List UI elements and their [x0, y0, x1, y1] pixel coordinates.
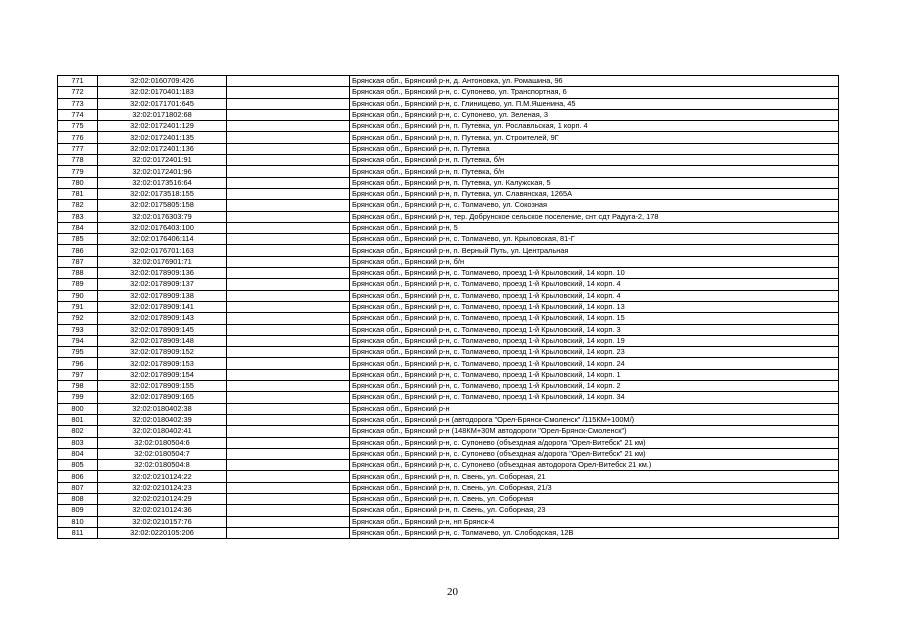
- cadastral-number-cell: 32:02:0178909:138: [98, 290, 227, 301]
- table-row: [58, 448, 839, 459]
- row-number-cell: 802: [58, 426, 98, 437]
- cadastral-number-cell: 32:02:0172401:136: [98, 143, 227, 154]
- address-cell: Брянская обл., Брянский р-н, с. Толмачево, ул. Крыловская, 81-Г: [350, 234, 839, 245]
- empty-cell: [227, 414, 350, 425]
- empty-cell: [227, 290, 350, 301]
- empty-cell: [227, 177, 350, 188]
- cadastral-number-cell: 32:02:0178909:153: [98, 358, 227, 369]
- cadastral-number-cell: 32:02:0173516:64: [98, 177, 227, 188]
- empty-cell: [227, 482, 350, 493]
- row-number-cell: 774: [58, 109, 98, 120]
- address-cell: Брянская обл., Брянский р-н, п. Путевка, б/н: [350, 155, 839, 166]
- cadastral-number-cell: 32:02:0180402:38: [98, 403, 227, 414]
- row-number-cell: 794: [58, 335, 98, 346]
- address-cell: Брянская обл., Брянский р-н, с. Толмачево, проезд 1-й Крыловский, 14 корп. 4: [350, 279, 839, 290]
- table-row: [58, 392, 839, 403]
- table-row: [58, 166, 839, 177]
- address-cell: Брянская обл., Брянский р-н, с. Толмачево, проезд 1-й Крыловский, 14 корп. 13: [350, 301, 839, 312]
- address-cell: Брянская обл., Брянский р-н, с. Толмачево, ул. Слободская, 12В: [350, 527, 839, 538]
- table-row: [58, 358, 839, 369]
- table-row: [58, 369, 839, 380]
- row-number-cell: 798: [58, 381, 98, 392]
- table-row: [58, 471, 839, 482]
- empty-cell: [227, 155, 350, 166]
- table-row: [58, 245, 839, 256]
- empty-cell: [227, 109, 350, 120]
- cadastral-number-cell: 32:02:0178909:148: [98, 335, 227, 346]
- cadastral-number-cell: 32:02:0210124:36: [98, 505, 227, 516]
- cadastral-number-cell: 32:02:0178909:143: [98, 313, 227, 324]
- cadastral-number-cell: 32:02:0180402:39: [98, 414, 227, 425]
- empty-cell: [227, 87, 350, 98]
- row-number-cell: 781: [58, 188, 98, 199]
- cadastral-number-cell: 32:02:0176406:114: [98, 234, 227, 245]
- cadastral-number-cell: 32:02:0173518:155: [98, 188, 227, 199]
- table-row: [58, 290, 839, 301]
- empty-cell: [227, 381, 350, 392]
- address-cell: Брянская обл., Брянский р-н, с. Супонево (объездная а/дорога "Орел-Витебск" 21 км): [350, 448, 839, 459]
- empty-cell: [227, 279, 350, 290]
- table-row: [58, 527, 839, 538]
- address-cell: Брянская обл., Брянский р-н, п. Свень, ул. Соборная: [350, 493, 839, 504]
- table-row: [58, 324, 839, 335]
- cadastral-number-cell: 32:02:0210124:29: [98, 493, 227, 504]
- address-cell: Брянская обл., Брянский р-н, с. Супонево, ул. Зеленая, 3: [350, 109, 839, 120]
- cadastral-number-cell: 32:02:0171802:68: [98, 109, 227, 120]
- empty-cell: [227, 471, 350, 482]
- row-number-cell: 800: [58, 403, 98, 414]
- empty-cell: [227, 392, 350, 403]
- address-cell: Брянская обл., Брянский р-н, с. Толмачево, проезд 1-й Крыловский, 14 корп. 19: [350, 335, 839, 346]
- row-number-cell: 775: [58, 121, 98, 132]
- row-number-cell: 797: [58, 369, 98, 380]
- empty-cell: [227, 143, 350, 154]
- cadastral-number-cell: 32:02:0172401:135: [98, 132, 227, 143]
- address-cell: Брянская обл., Брянский р-н, с. Глинищево, ул. П.М.Яшенина, 45: [350, 98, 839, 109]
- table-row: [58, 460, 839, 471]
- table-row: [58, 256, 839, 267]
- empty-cell: [227, 234, 350, 245]
- table-row: [58, 200, 839, 211]
- row-number-cell: 806: [58, 471, 98, 482]
- table-row: [58, 482, 839, 493]
- cadastral-number-cell: 32:02:0210157:76: [98, 516, 227, 527]
- table-row: [58, 121, 839, 132]
- table-row: [58, 301, 839, 312]
- row-number-cell: 773: [58, 98, 98, 109]
- empty-cell: [227, 132, 350, 143]
- address-cell: Брянская обл., Брянский р-н, с. Супонево, ул. Транспортная, 6: [350, 87, 839, 98]
- cadastral-number-cell: 32:02:0180402:41: [98, 426, 227, 437]
- row-number-cell: 789: [58, 279, 98, 290]
- address-cell: Брянская обл., Брянский р-н, с. Супонево (объездная а/дорога "Орел-Витебск" 21 км): [350, 437, 839, 448]
- empty-cell: [227, 448, 350, 459]
- cadastral-number-cell: 32:02:0178909:152: [98, 347, 227, 358]
- row-number-cell: 777: [58, 143, 98, 154]
- row-number-cell: 805: [58, 460, 98, 471]
- parcels-table: [57, 75, 839, 539]
- row-number-cell: 809: [58, 505, 98, 516]
- address-cell: Брянская обл., Брянский р-н, с. Толмачево, ул. Сокозная: [350, 200, 839, 211]
- table-row: [58, 211, 839, 222]
- cadastral-number-cell: 32:02:0176303:79: [98, 211, 227, 222]
- address-cell: Брянская обл., Брянский р-н, с. Толмачево, проезд 1-й Крыловский, 14 корп. 1: [350, 369, 839, 380]
- cadastral-number-cell: 32:02:0220105:206: [98, 527, 227, 538]
- address-cell: Брянская обл., Брянский р-н, п. Путевка, ул. Рославльская, 1 корп. 4: [350, 121, 839, 132]
- cadastral-number-cell: 32:02:0172401:96: [98, 166, 227, 177]
- empty-cell: [227, 268, 350, 279]
- row-number-cell: 780: [58, 177, 98, 188]
- address-cell: Брянская обл., Брянский р-н, п. Свень, ул. Соборная, 23: [350, 505, 839, 516]
- empty-cell: [227, 335, 350, 346]
- table-row: [58, 493, 839, 504]
- empty-cell: [227, 358, 350, 369]
- address-cell: Брянская обл., Брянский р-н, п. Свень, ул. Соборная, 21/3: [350, 482, 839, 493]
- row-number-cell: 791: [58, 301, 98, 312]
- empty-cell: [227, 527, 350, 538]
- cadastral-number-cell: 32:02:0178909:145: [98, 324, 227, 335]
- empty-cell: [227, 188, 350, 199]
- cadastral-number-cell: 32:02:0178909:136: [98, 268, 227, 279]
- address-cell: Брянская обл., Брянский р-н: [350, 403, 839, 414]
- cadastral-number-cell: 32:02:0175805:158: [98, 200, 227, 211]
- cadastral-number-cell: 32:02:0180504:6: [98, 437, 227, 448]
- cadastral-number-cell: 32:02:0176901:71: [98, 256, 227, 267]
- address-cell: Брянская обл., Брянский р-н, нп Брянск-4: [350, 516, 839, 527]
- row-number-cell: 801: [58, 414, 98, 425]
- table-row: [58, 155, 839, 166]
- table-row: [58, 347, 839, 358]
- address-cell: Брянская обл., Брянский р-н, с. Толмачево, проезд 1-й Крыловский, 14 корп. 2: [350, 381, 839, 392]
- row-number-cell: 810: [58, 516, 98, 527]
- address-cell: Брянская обл., Брянский р-н (148КМ+30М автодороги "Орел-Брянск-Смоленск"): [350, 426, 839, 437]
- table-row: [58, 279, 839, 290]
- row-number-cell: 778: [58, 155, 98, 166]
- row-number-cell: 792: [58, 313, 98, 324]
- address-cell: Брянская обл., Брянский р-н, 5: [350, 222, 839, 233]
- table-row: [58, 426, 839, 437]
- empty-cell: [227, 121, 350, 132]
- address-cell: Брянская обл., Брянский р-н, с. Толмачево, проезд 1-й Крыловский, 14 корп. 10: [350, 268, 839, 279]
- table-row: [58, 143, 839, 154]
- address-cell: Брянская обл., Брянский р-н, п. Верный Путь, ул. Центральная: [350, 245, 839, 256]
- cadastral-number-cell: 32:02:0178909:155: [98, 381, 227, 392]
- address-cell: Брянская обл., Брянский р-н, д. Антоновка, ул. Ромашина, 96: [350, 76, 839, 87]
- cadastral-number-cell: 32:02:0210124:22: [98, 471, 227, 482]
- table-row: [58, 109, 839, 120]
- address-cell: Брянская обл., Брянский р-н, с. Толмачево, проезд 1-й Крыловский, 14 корп. 3: [350, 324, 839, 335]
- cadastral-number-cell: 32:02:0160709:426: [98, 76, 227, 87]
- row-number-cell: 811: [58, 527, 98, 538]
- address-cell: Брянская обл., Брянский р-н, с. Толмачево, проезд 1-й Крыловский, 14 корп. 15: [350, 313, 839, 324]
- row-number-cell: 795: [58, 347, 98, 358]
- empty-cell: [227, 505, 350, 516]
- table-row: [58, 516, 839, 527]
- cadastral-number-cell: 32:02:0178909:141: [98, 301, 227, 312]
- table-row: [58, 313, 839, 324]
- table-row: [58, 335, 839, 346]
- empty-cell: [227, 301, 350, 312]
- address-cell: Брянская обл., Брянский р-н, с. Супонево (объездная автодорога Орел-Витебск 21 км.): [350, 460, 839, 471]
- empty-cell: [227, 76, 350, 87]
- empty-cell: [227, 426, 350, 437]
- address-cell: Брянская обл., Брянский р-н, п. Путевка, ул. Славянская, 1265А: [350, 188, 839, 199]
- address-cell: Брянская обл., Брянский р-н, п. Путевка: [350, 143, 839, 154]
- empty-cell: [227, 347, 350, 358]
- address-cell: Брянская обл., Брянский р-н, б/н: [350, 256, 839, 267]
- empty-cell: [227, 211, 350, 222]
- row-number-cell: 783: [58, 211, 98, 222]
- table-row: [58, 188, 839, 199]
- empty-cell: [227, 200, 350, 211]
- address-cell: Брянская обл., Брянский р-н, п. Путевка, б/н: [350, 166, 839, 177]
- row-number-cell: 793: [58, 324, 98, 335]
- cadastral-number-cell: 32:02:0176403:100: [98, 222, 227, 233]
- row-number-cell: 808: [58, 493, 98, 504]
- address-cell: Брянская обл., Брянский р-н, с. Толмачево, проезд 1-й Крыловский, 14 корп. 23: [350, 347, 839, 358]
- cadastral-number-cell: 32:02:0172401:129: [98, 121, 227, 132]
- row-number-cell: 788: [58, 268, 98, 279]
- row-number-cell: 807: [58, 482, 98, 493]
- cadastral-number-cell: 32:02:0178909:154: [98, 369, 227, 380]
- table-row: [58, 132, 839, 143]
- address-cell: Брянская обл., Брянский р-н, с. Толмачево, проезд 1-й Крыловский, 14 корп. 4: [350, 290, 839, 301]
- empty-cell: [227, 324, 350, 335]
- table-row: [58, 76, 839, 87]
- table-row: [58, 268, 839, 279]
- cadastral-number-cell: 32:02:0171701:645: [98, 98, 227, 109]
- row-number-cell: 772: [58, 87, 98, 98]
- empty-cell: [227, 222, 350, 233]
- cadastral-number-cell: 32:02:0176701:163: [98, 245, 227, 256]
- empty-cell: [227, 245, 350, 256]
- table-row: [58, 234, 839, 245]
- row-number-cell: 796: [58, 358, 98, 369]
- empty-cell: [227, 516, 350, 527]
- empty-cell: [227, 166, 350, 177]
- empty-cell: [227, 313, 350, 324]
- row-number-cell: 779: [58, 166, 98, 177]
- empty-cell: [227, 437, 350, 448]
- table-row: [58, 414, 839, 425]
- empty-cell: [227, 460, 350, 471]
- table-row: [58, 437, 839, 448]
- cadastral-number-cell: 32:02:0178909:165: [98, 392, 227, 403]
- row-number-cell: 787: [58, 256, 98, 267]
- table-row: [58, 177, 839, 188]
- table-row: [58, 381, 839, 392]
- row-number-cell: 790: [58, 290, 98, 301]
- row-number-cell: 782: [58, 200, 98, 211]
- row-number-cell: 784: [58, 222, 98, 233]
- row-number-cell: 803: [58, 437, 98, 448]
- table-row: [58, 505, 839, 516]
- page-number: 20: [447, 586, 458, 598]
- empty-cell: [227, 256, 350, 267]
- cadastral-number-cell: 32:02:0210124:23: [98, 482, 227, 493]
- table-row: [58, 87, 839, 98]
- row-number-cell: 799: [58, 392, 98, 403]
- empty-cell: [227, 369, 350, 380]
- address-cell: Брянская обл., Брянский р-н (автодорога "Орел-Брянск-Смоленск" /115КМ+100М/): [350, 414, 839, 425]
- row-number-cell: 771: [58, 76, 98, 87]
- table-row: [58, 222, 839, 233]
- empty-cell: [227, 493, 350, 504]
- address-cell: Брянская обл., Брянский р-н, п. Свень, ул. Соборная, 21: [350, 471, 839, 482]
- cadastral-number-cell: 32:02:0170401:183: [98, 87, 227, 98]
- table-row: [58, 403, 839, 414]
- cadastral-number-cell: 32:02:0180504:8: [98, 460, 227, 471]
- address-cell: Брянская обл., Брянский р-н, с. Толмачево, проезд 1-й Крыловский, 14 корп. 34: [350, 392, 839, 403]
- cadastral-number-cell: 32:02:0178909:137: [98, 279, 227, 290]
- row-number-cell: 804: [58, 448, 98, 459]
- cadastral-number-cell: 32:02:0180504:7: [98, 448, 227, 459]
- address-cell: Брянская обл., Брянский р-н, п. Путевка, ул. Строителей, 9Г: [350, 132, 839, 143]
- empty-cell: [227, 98, 350, 109]
- row-number-cell: 786: [58, 245, 98, 256]
- address-cell: Брянская обл., Брянский р-н, с. Толмачево, проезд 1-й Крыловский, 14 корп. 24: [350, 358, 839, 369]
- row-number-cell: 776: [58, 132, 98, 143]
- cadastral-number-cell: 32:02:0172401:91: [98, 155, 227, 166]
- address-cell: Брянская обл., Брянский р-н, п. Путевка, ул. Калужская, 5: [350, 177, 839, 188]
- parcels-table-body: [58, 76, 839, 539]
- row-number-cell: 785: [58, 234, 98, 245]
- empty-cell: [227, 403, 350, 414]
- address-cell: Брянская обл., Брянский р-н, тер. Добрунское сельское поселение, снт сдт Радуга-2, 178: [350, 211, 839, 222]
- table-row: [58, 98, 839, 109]
